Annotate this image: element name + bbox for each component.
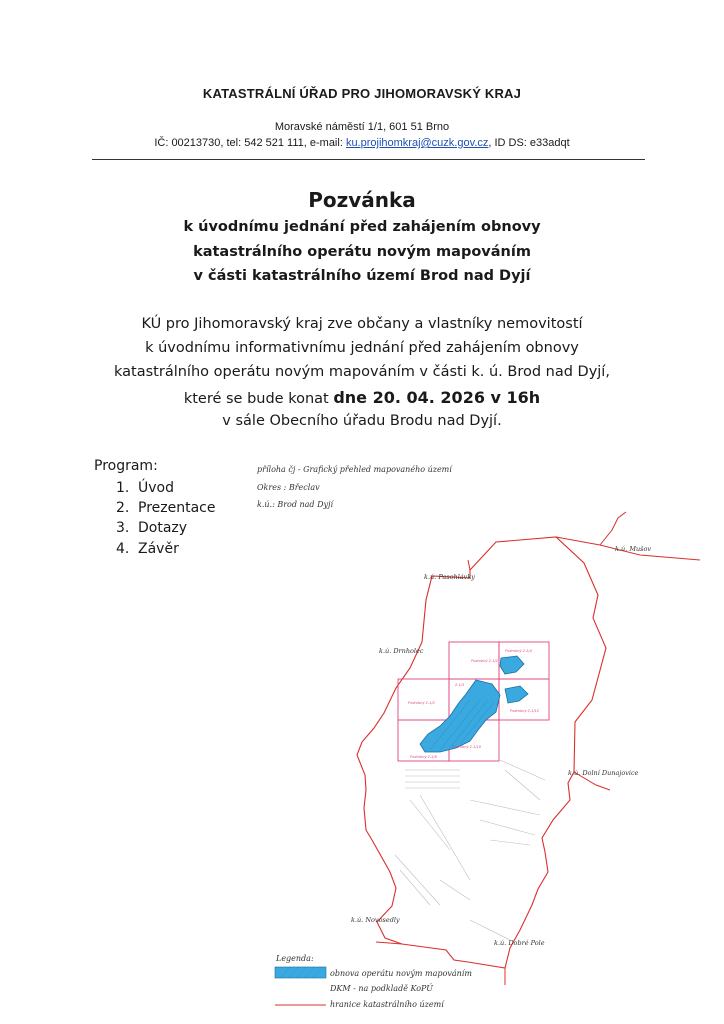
road-line	[468, 560, 470, 570]
subtitle-line-1: k úvodnímu jednání před zahájením obnovy	[183, 219, 541, 235]
annex-line-2: Okres : Břeclav	[257, 483, 320, 492]
legend-renewal-label-1: obnova operátu novým mapováním	[330, 969, 472, 978]
annex-line-3: k.ú.: Brod nad Dyjí	[257, 500, 334, 509]
contact-suffix: , ID DS: e33adqt	[488, 137, 570, 149]
annex-line-1: příloha čj - Grafický přehled mapovaného území	[257, 465, 452, 474]
svg-text:Podrobný 2-1/2: Podrobný 2-1/2	[471, 659, 498, 663]
svg-text:Podrobný 2-1/2: Podrobný 2-1/2	[408, 701, 435, 705]
neighbor-dobre-pole-label: k.ú. Dobré Pole	[494, 939, 545, 947]
parcel-lines	[395, 760, 545, 940]
body-line-2: k úvodnímu informativnímu jednání před zahájením obnovy	[145, 340, 579, 356]
document-title: Pozvánka	[308, 188, 416, 212]
program-item-label: Dotazy	[138, 520, 188, 536]
map-legend	[275, 954, 472, 1009]
neighbor-musov-label: k.ú. Mušov	[615, 545, 652, 553]
renewal-area	[420, 656, 528, 752]
svg-text:Podrobný 2-1/4: Podrobný 2-1/4	[505, 649, 532, 653]
program-item-number: 1.	[116, 480, 130, 496]
svg-text:2-1/3: 2-1/3	[455, 683, 465, 687]
date-prefix: které se bude konat	[183, 391, 334, 407]
program-heading: Program:	[94, 458, 158, 474]
email-link[interactable]: ku.projihomkraj@cuzk.gov.cz	[345, 137, 489, 149]
legend-boundary-label: hranice katastrálního území	[330, 1000, 444, 1009]
program-item-number: 2.	[116, 500, 130, 516]
svg-text:Podrobný 2-1/9: Podrobný 2-1/9	[410, 755, 437, 759]
neighbor-dolni-dunajovice-label: k.ú. Dolní Dunajovice	[568, 769, 639, 777]
program-item-number: 4.	[116, 541, 130, 557]
cadastral-boundary	[357, 537, 606, 968]
body-line-1: KÚ pro Jihomoravský kraj zve občany a vlastníky nemovitostí	[141, 316, 583, 332]
legend-renewal-swatch	[275, 967, 326, 978]
contact-prefix: IČ: 00213730, tel: 542 521 111, e-mail:	[154, 137, 346, 149]
road-line	[600, 512, 626, 545]
program-item-label: Závěr	[138, 541, 179, 557]
subtitle-line-2: katastrálního operátu novým mapováním	[193, 244, 531, 260]
svg-text:Podrobný 2-1/12: Podrobný 2-1/12	[510, 709, 540, 713]
office-address: Moravské náměstí 1/1, 601 51 Brno	[274, 121, 450, 133]
subtitle-line-3: v části katastrálního území Brod nad Dyjí	[193, 268, 531, 284]
neighbor-pasohlavky-label: k.ú. Pasohlávky	[424, 573, 475, 581]
svg-text:Podrobný 2-1/10: Podrobný 2-1/10	[452, 745, 482, 749]
body-line-3: katastrálního operátu novým mapováním v části k. ú. Brod nad Dyjí,	[114, 364, 610, 380]
program-item-label: Úvod	[138, 480, 174, 496]
legend-heading: Legenda:	[276, 954, 314, 963]
meeting-date: dne 20. 04. 2026 v 16h	[333, 388, 541, 407]
body-line-5: v sále Obecního úřadu Brodu nad Dyjí.	[222, 413, 502, 429]
program-item-label: Prezentace	[138, 500, 216, 516]
office-name: KATASTRÁLNÍ ÚŘAD PRO JIHOMORAVSKÝ KRAJ	[202, 86, 522, 101]
neighbor-novosedly-label: k.ú. Novosedly	[351, 916, 400, 924]
neighbor-drnholec-label: k.ú. Drnholec	[379, 647, 424, 655]
legend-renewal-label-2: DKM - na podkladě KoPÚ	[330, 984, 434, 993]
program-item-number: 3.	[116, 520, 130, 536]
